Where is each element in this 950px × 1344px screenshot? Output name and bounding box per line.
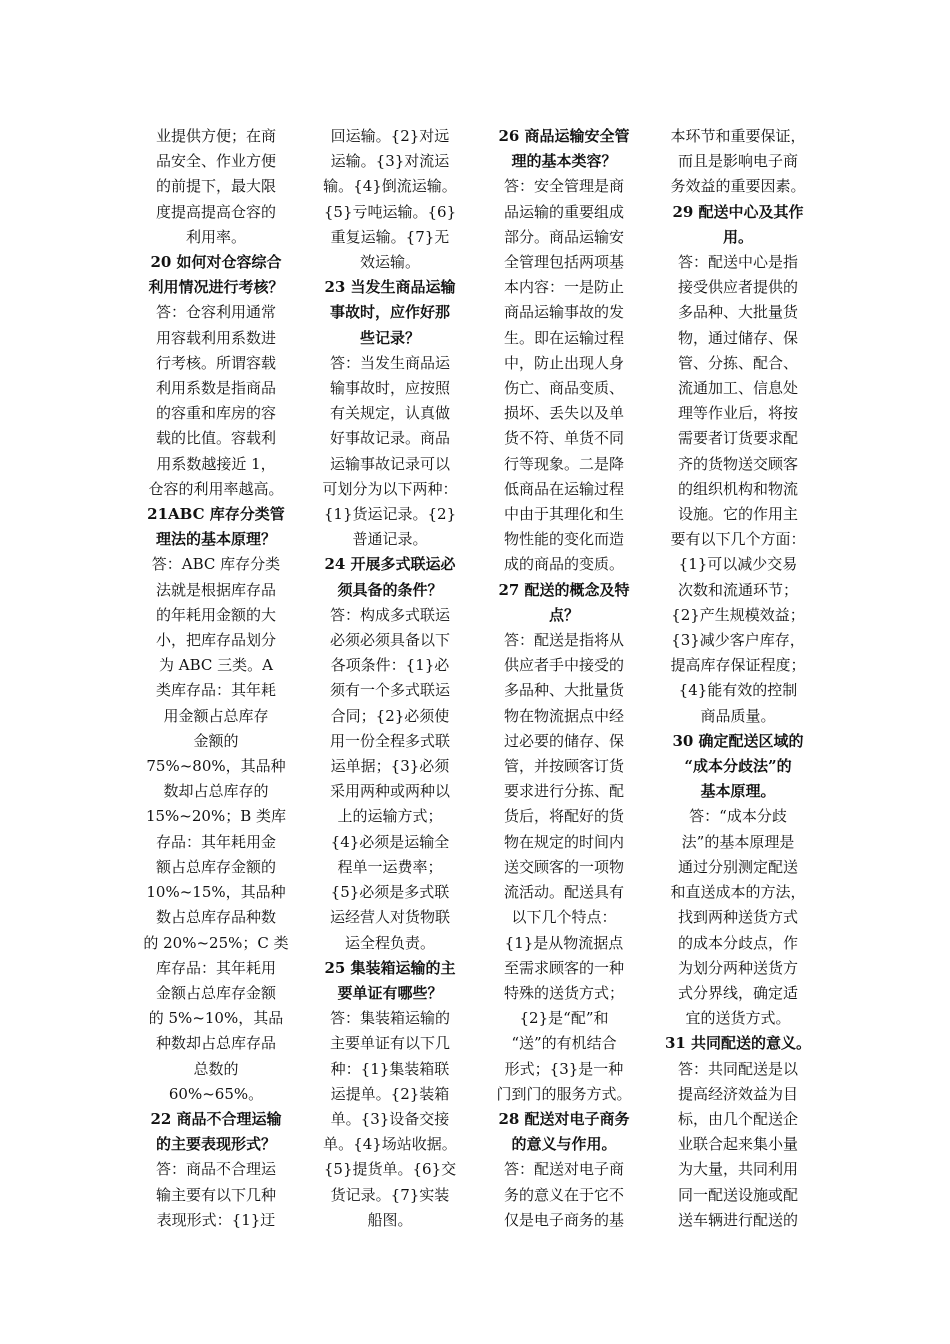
text-line: {4}能有效的控制 (678, 681, 798, 700)
text-line: 总数的 (193, 1059, 239, 1078)
text-line: 理的基本类容？ (511, 152, 617, 171)
text-line: 31 共同配送的意义。 (664, 1034, 812, 1053)
text-line: 答：集装箱运输的 (329, 1009, 450, 1028)
text-line: 为划分两种送货方 (677, 958, 798, 977)
text-line: “送”的有机结合 (511, 1034, 617, 1053)
text-line: 60%~65%。 (168, 1084, 264, 1103)
text-line: 的年耗用金额的大 (155, 605, 276, 624)
text-line: 运输。{3}对流运 (330, 152, 450, 171)
text-line: 用。 (722, 227, 753, 246)
text-line: 75%~80%，其品种 (146, 757, 286, 776)
text-line: 用系数越接近 1， (156, 454, 276, 473)
text-line: 合同；{2}必须使 (330, 706, 450, 725)
answer-paragraph (142, 300, 290, 502)
text-line: 30 确定配送区域的 (672, 731, 804, 750)
answer-paragraph (316, 1006, 464, 1233)
text-line: 的 20%~25%；C 类 (143, 933, 289, 952)
text-line: {5}必须是多式联 (330, 883, 450, 902)
text-line: 运全程负责。 (344, 933, 435, 952)
text-line: 成的商品的变质。 (503, 555, 624, 574)
question-heading (490, 124, 638, 174)
text-line: 20 如何对仓容综合 (150, 253, 282, 272)
text-line: 中由于其理化和生 (503, 505, 624, 524)
question-heading (490, 578, 638, 628)
question-heading (316, 275, 464, 351)
text-line: 次数和流通环节； (677, 580, 798, 599)
text-line: 的前提下，最大限 (155, 177, 276, 196)
text-line: {5}亏吨运输。{6} (323, 202, 457, 221)
text-line: 15%~20%；B 类库 (145, 807, 287, 826)
question-heading (316, 956, 464, 1006)
answer-paragraph (490, 1157, 638, 1233)
text-line: 而且是影响电子商 (677, 152, 798, 171)
answer-paragraph (142, 124, 290, 250)
text-line: 门到门的服务方式。 (496, 1084, 632, 1103)
text-line: 流通加工、信息处 (677, 379, 798, 398)
text-line: 形式；{3}是一种 (504, 1059, 624, 1078)
text-line: 答：构成多式联运 (329, 605, 450, 624)
text-line: 25 集装箱运输的主 (324, 958, 456, 977)
text-line: 必须必须具备以下 (329, 631, 450, 650)
text-line: 设施。它的作用主 (677, 505, 798, 524)
text-line: 齐的货物送交顾客 (677, 454, 798, 473)
text-line: {2}是“配”和 (519, 1009, 609, 1028)
text-line: 要有以下几个方面： (670, 530, 806, 549)
text-line: {1}可以减少交易 (678, 555, 798, 574)
text-line: 部分。商品运输安 (503, 227, 624, 246)
text-line: 用金额占总库存 (163, 706, 269, 725)
text-line: 的容重和库房的容 (155, 404, 276, 423)
text-line: 本环节和重要保证， (670, 127, 806, 145)
text-line: 各项条件：{1}必 (330, 656, 450, 675)
text-line: 要单证有哪些？ (337, 983, 443, 1002)
text-line: 货后，将配好的货 (503, 807, 624, 826)
text-column-3 (490, 124, 638, 1233)
text-line: 供应者手中接受的 (503, 656, 624, 675)
text-line: 本内容：一是防止 (503, 278, 624, 297)
text-line: {4}必须是运输全 (330, 832, 450, 851)
text-line: 29 配送中心及其作 (672, 202, 804, 221)
text-line: 输。{4}倒流运输。 (323, 177, 457, 196)
text-line: 度提高提高仓容的 (155, 202, 276, 221)
text-line: 采用两种或两种以 (329, 782, 450, 801)
text-line: {1}货运记录。{2} (323, 505, 457, 524)
text-line: 些记录？ (359, 328, 420, 347)
text-line: 10%~15%，其品种 (146, 883, 286, 902)
question-heading (664, 729, 812, 805)
text-line: 为大量，共同利用 (677, 1160, 798, 1179)
text-line: 法”的基本原理是 (681, 832, 795, 851)
text-line: 23 当发生商品运输 (324, 278, 456, 297)
text-line: 28 配送对电子商务 (498, 1109, 630, 1128)
text-line: {1}是从物流据点 (504, 933, 624, 952)
text-line: 21ABC 库存分类管 (147, 505, 285, 524)
text-line: 仅是电子商务的基 (503, 1210, 624, 1229)
answer-paragraph (316, 351, 464, 553)
answer-paragraph (664, 250, 812, 729)
text-line: 用容载利用系数进 (155, 328, 276, 347)
text-line: 至需求顾客的一种 (503, 958, 624, 977)
text-line: 库存品：其年耗用 (155, 958, 276, 977)
text-line: 物在规定的时间内 (503, 832, 624, 851)
text-line: 单。{4}场站收据。 (323, 1135, 457, 1154)
text-line: 点？ (548, 605, 579, 624)
text-line: 中，防止出现人身 (503, 353, 624, 372)
text-line: 重复运输。{7}无 (330, 227, 450, 246)
text-line: 22 商品不合理运输 (150, 1109, 282, 1128)
text-line: 多品种、大批量货 (503, 681, 624, 700)
text-line: {2}产生规模效益； (671, 605, 805, 624)
text-line: 接受供应者提供的 (677, 278, 798, 297)
text-line: 商品运输事故的发 (503, 303, 624, 322)
text-line: 全管理包括两项基 (503, 253, 624, 272)
text-line: 27 配送的概念及特 (498, 580, 630, 599)
text-line: 品安全、作业方便 (155, 152, 276, 171)
text-line: 理等作业后，将按 (677, 404, 798, 423)
text-line: 种：{1}集装箱联 (330, 1059, 450, 1078)
text-line: 货不符、单货不同 (503, 429, 624, 448)
text-line: 仓容的利用率越高。 (148, 479, 284, 498)
text-line: 送交顾客的一项物 (503, 857, 624, 876)
text-line: 送车辆进行配送的 (677, 1210, 798, 1229)
text-line: 答：商品不合理运 (155, 1160, 276, 1179)
text-line: 利用系数是指商品 (155, 379, 276, 398)
text-line: {3}减少客户库存， (671, 631, 805, 650)
text-line: 金额占总库存金额 (155, 983, 276, 1002)
text-line: 的组织机构和物流 (677, 479, 798, 498)
text-line: 业提供方便；在商 (155, 127, 276, 145)
text-line: 法就是根据库存品 (155, 580, 276, 599)
text-line: 式分界线，确定适 (677, 983, 798, 1002)
answer-paragraph (142, 1157, 290, 1233)
text-line: 事故时，应作好那 (329, 303, 450, 322)
text-line: 类库存品：其年耗 (155, 681, 276, 700)
text-line: 需要者订货要求配 (677, 429, 798, 448)
text-line: 生。即在运输过程 (503, 328, 624, 347)
text-line: 损坏、丢失以及单 (503, 404, 624, 423)
text-line: 运提单。{2}装箱 (330, 1084, 450, 1103)
question-heading (142, 502, 290, 552)
text-line: 货记录。{7}实装 (330, 1185, 450, 1204)
text-line: 答：ABC 库存分类 (151, 555, 281, 574)
text-line: 物性能的变化而造 (503, 530, 624, 549)
text-line: 种数却占总库存品 (155, 1034, 276, 1053)
text-line: 金额的 (193, 731, 239, 750)
text-column-1 (142, 124, 290, 1233)
text-line: 输主要有以下几种 (155, 1185, 276, 1204)
answer-paragraph (664, 804, 812, 1031)
question-heading (142, 250, 290, 300)
text-line: 利用率。 (185, 227, 246, 246)
question-heading (142, 1107, 290, 1157)
answer-paragraph (316, 124, 464, 275)
text-line: 数却占总库存的 (163, 782, 269, 801)
text-line: 伤亡、商品变质、 (503, 379, 624, 398)
text-line: 务的意义在于它不 (503, 1185, 624, 1204)
text-line: 答：配送中心是指 (677, 253, 798, 272)
answer-paragraph (316, 603, 464, 956)
text-line: {5}提货单。{6}交 (323, 1160, 457, 1179)
text-line: 物，通过储存、保 (677, 328, 798, 347)
text-column-4 (664, 124, 812, 1233)
text-line: 答：安全管理是商 (503, 177, 624, 196)
text-line: 表现形式：{1}迂 (156, 1210, 276, 1229)
text-line: 单。{3}设备交接 (330, 1109, 450, 1128)
text-line: 答：共同配送是以 (677, 1059, 798, 1078)
answer-paragraph (142, 552, 290, 1106)
text-line: 找到两种送货方式 (677, 908, 798, 927)
text-line: 同一配送设施或配 (677, 1185, 798, 1204)
answer-paragraph (490, 628, 638, 1107)
text-line: 上的运输方式； (337, 807, 443, 826)
text-line: 运输事故记录可以 (329, 454, 450, 473)
question-heading (316, 552, 464, 602)
text-line: 管，并按顾客订货 (503, 757, 624, 776)
text-line: 管、分拣、配合、 (677, 353, 798, 372)
text-line: 理法的基本原理？ (155, 530, 276, 549)
text-line: 载的比值。容载利 (155, 429, 276, 448)
text-line: 业联合起来集小量 (677, 1135, 798, 1154)
text-line: 好事故记录。商品 (329, 429, 450, 448)
text-line: 的成本分歧点，作 (677, 933, 798, 952)
text-line: 答：仓容利用通常 (155, 303, 276, 322)
text-line: 船图。 (367, 1210, 413, 1229)
question-heading (664, 200, 812, 250)
text-line: 为 ABC 三类。A (159, 656, 273, 675)
text-line: 程单一运费率； (337, 857, 443, 876)
text-line: 可划分为以下两种： (322, 479, 458, 498)
text-line: “成本分歧法”的 (684, 757, 792, 776)
text-line: 提高经济效益为目 (677, 1084, 798, 1103)
text-line: 回运输。{2}对远 (330, 127, 450, 145)
text-line: 26 商品运输安全管 (498, 127, 630, 145)
text-line: 过必要的储存、保 (503, 731, 624, 750)
text-line: 存品：其年耗用金 (155, 832, 276, 851)
text-line: 通过分别测定配送 (677, 857, 798, 876)
text-line: 标，由几个配送企 (677, 1109, 798, 1128)
text-line: 效运输。 (359, 253, 420, 272)
text-line: 商品质量。 (700, 706, 776, 725)
text-line: 务效益的重要因素。 (670, 177, 806, 196)
text-line: 宜的送货方式。 (685, 1009, 791, 1028)
text-line: 运单据；{3}必须 (330, 757, 450, 776)
text-line: 24 开展多式联运必 (324, 555, 456, 574)
text-line: 行考核。所谓容载 (155, 353, 276, 372)
text-line: 主要单证有以下几 (329, 1034, 450, 1053)
text-line: 用一份全程多式联 (329, 731, 450, 750)
answer-paragraph (664, 1057, 812, 1233)
text-line: 答：“成本分歧 (689, 807, 787, 826)
text-line: 流活动。配送具有 (503, 883, 624, 902)
text-line: 以下几个特点： (511, 908, 617, 927)
question-heading (664, 1031, 812, 1056)
text-line: 普通记录。 (352, 530, 428, 549)
text-line: 利用情况进行考核？ (148, 278, 284, 297)
text-line: 须有一个多式联运 (329, 681, 450, 700)
answer-paragraph (490, 174, 638, 577)
text-line: 答：配送对电子商 (503, 1160, 624, 1179)
text-line: 有关规定，认真做 (329, 404, 450, 423)
text-line: 基本原理。 (700, 782, 776, 801)
text-line: 多品种、大批量货 (677, 303, 798, 322)
text-line: 输事故时，应按照 (329, 379, 450, 398)
text-line: 答：配送是指将从 (503, 631, 624, 650)
text-line: 低商品在运输过程 (503, 479, 624, 498)
question-heading (490, 1107, 638, 1157)
text-line: 须具备的条件？ (337, 580, 443, 599)
text-line: 的 5%~10%，其品 (148, 1009, 284, 1028)
text-line: 要求进行分拣、配 (503, 782, 624, 801)
text-line: 提高库存保证程度； (670, 656, 806, 675)
text-line: 的主要表现形式？ (155, 1135, 276, 1154)
text-line: 物在物流据点中经 (503, 706, 624, 725)
text-line: 的意义与作用。 (511, 1135, 617, 1154)
text-line: 运经营人对货物联 (329, 908, 450, 927)
text-line: 特殊的送货方式； (503, 983, 624, 1002)
text-column-2 (316, 124, 464, 1233)
text-line: 数占总库存品种数 (155, 908, 276, 927)
text-line: 额占总库存金额的 (155, 857, 276, 876)
text-line: 答：当发生商品运 (329, 353, 450, 372)
text-line: 品运输的重要组成 (503, 202, 624, 221)
text-line: 行等现象。二是降 (503, 454, 624, 473)
text-line: 和直送成本的方法， (670, 883, 806, 902)
text-line: 小，把库存品划分 (155, 631, 276, 650)
answer-paragraph (664, 124, 812, 200)
